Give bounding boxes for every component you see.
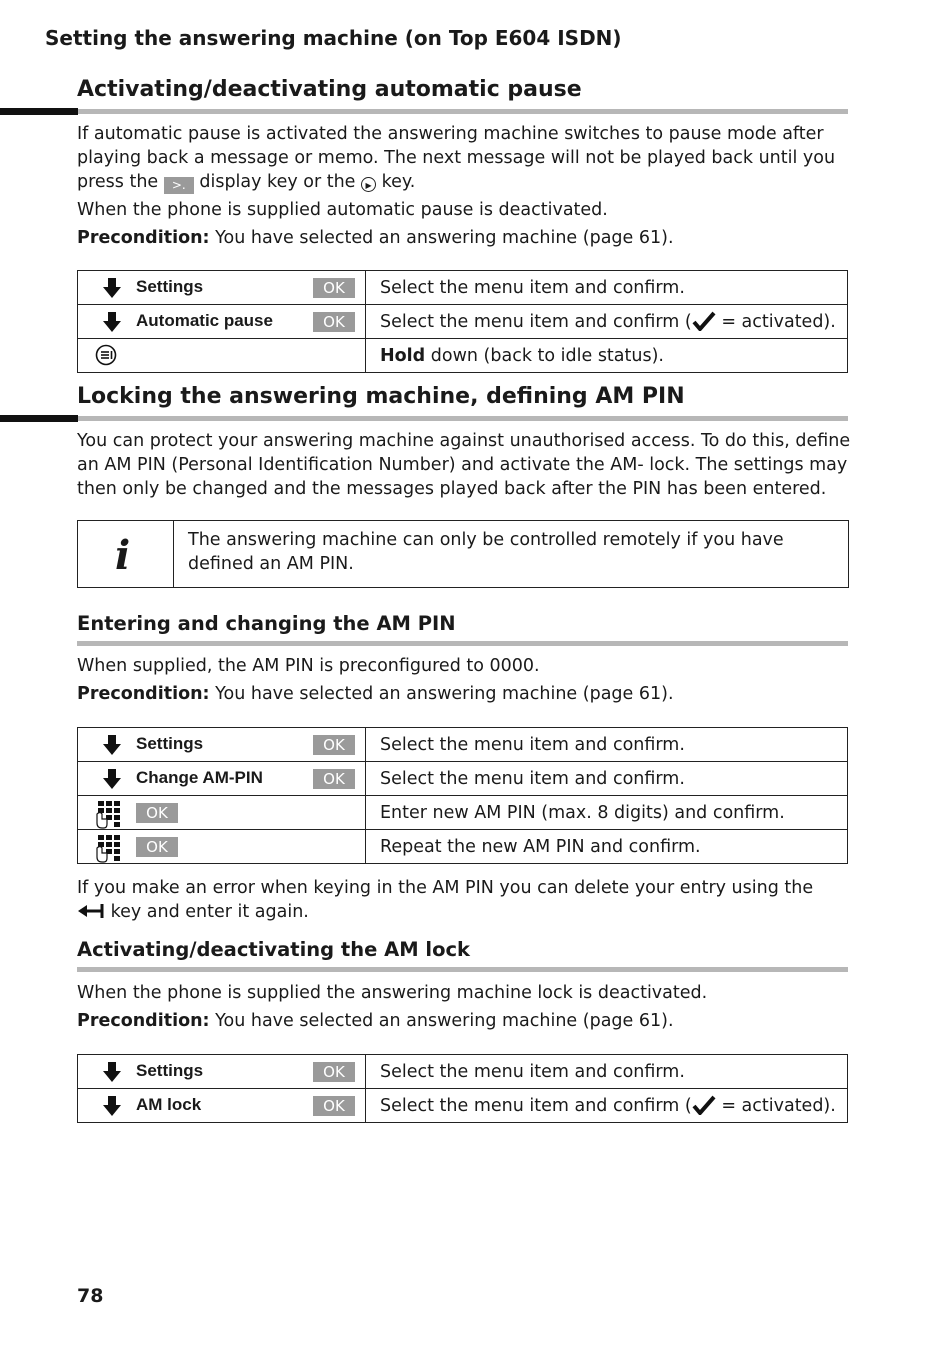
subsection-title-am-lock: Activating/deactivating the AM lock (77, 938, 471, 961)
menu-item-label: Settings (136, 734, 204, 753)
menu-item-label: AM lock (136, 1095, 202, 1114)
menu-item-label: Settings (136, 1061, 204, 1080)
display-key-icon: >. (164, 177, 194, 194)
steps-table-am-lock (77, 1054, 848, 1123)
instruction: Enter new AM PIN (max. 8 digits) and confirm. (366, 796, 848, 830)
checkmark-icon (692, 1095, 716, 1115)
ok-key: OK (313, 312, 355, 332)
nav-down-arrow-icon (102, 312, 122, 332)
table-row (78, 1089, 848, 1123)
instruction: Select the menu item and confirm. (366, 1055, 848, 1089)
text-line: If you make an error when keying in the AM PIN you can delete your entry using the (77, 878, 814, 898)
subsection-rule (77, 967, 848, 972)
play-key-icon: ▶ (361, 177, 376, 192)
steps-table-am-pin (77, 727, 848, 864)
subsection-rule (77, 641, 848, 646)
text-line: defined an AM PIN. (188, 554, 354, 574)
steps-table-automatic-pause (77, 270, 848, 373)
page-number: 78 (77, 1285, 104, 1307)
running-header: Setting the answering machine (on Top E604 ISDN) (45, 26, 622, 50)
info-icon: i (115, 532, 131, 579)
ok-key: OK (313, 769, 355, 789)
precondition: Precondition: You have selected an answering machine (page 61). (77, 1011, 674, 1031)
menu-item-label: Automatic pause (136, 311, 273, 330)
table-row (78, 796, 848, 830)
checkmark-icon (692, 311, 716, 331)
precondition: Precondition: You have selected an answering machine (page 61). (77, 228, 674, 248)
table-row (78, 1055, 848, 1089)
table-row (78, 339, 848, 373)
ok-key: OK (313, 1062, 355, 1082)
locking-description (77, 429, 857, 501)
menu-item-label: Change AM-PIN (136, 768, 263, 787)
nav-down-arrow-icon (102, 735, 122, 755)
subsection-title-am-pin: Entering and changing the AM PIN (77, 612, 456, 635)
instruction: Hold down (back to idle status). (366, 339, 848, 373)
section-rule-gray (78, 109, 848, 114)
instruction: Select the menu item and confirm. (366, 762, 848, 796)
text-line: If automatic pause is activated the answering machine switches to pause mode after (77, 124, 824, 144)
instruction: Select the menu item and confirm. (366, 271, 848, 305)
menu-item-label: Settings (136, 277, 204, 296)
table-row (78, 728, 848, 762)
section-rule-thick (0, 415, 78, 422)
section-title-locking: Locking the answering machine, defining AM PIN (77, 384, 685, 409)
instruction: Select the menu item and confirm ( = activated). (366, 305, 848, 339)
section-rule-gray (78, 416, 848, 421)
text-line: an AM PIN (Personal Identification Number) and activate the AM- lock. The settings may (77, 455, 848, 475)
text-line: playing back a message or memo. The next message will not be played back until you (77, 148, 836, 168)
section-title-automatic-pause: Activating/deactivating automatic pause (77, 77, 582, 102)
keypad-icon (94, 833, 126, 865)
ok-key: OK (313, 278, 355, 298)
delete-key-icon (77, 903, 105, 919)
end-call-key-icon (95, 344, 117, 366)
am-pin-default: When supplied, the AM PIN is preconfigured to 0000. (77, 656, 540, 676)
ok-key: OK (313, 735, 355, 755)
nav-down-arrow-icon (102, 1096, 122, 1116)
delete-entry-note (77, 876, 857, 924)
table-row (78, 271, 848, 305)
info-divider (173, 520, 174, 588)
table-row (78, 305, 848, 339)
ok-key: OK (136, 837, 178, 857)
info-text (188, 528, 828, 576)
text-line: key and enter it again. (77, 900, 857, 924)
text-line: You can protect your answering machine against unauthorised access. To do this, define (77, 431, 851, 451)
automatic-pause-description (77, 122, 857, 194)
ok-key: OK (136, 803, 178, 823)
am-lock-default: When the phone is supplied the answering machine lock is deactivated. (77, 983, 708, 1003)
nav-down-arrow-icon (102, 1062, 122, 1082)
text-line: The answering machine can only be controlled remotely if you have (188, 530, 784, 550)
table-row (78, 830, 848, 864)
text-line: press the >. display key or the ▶ key. (77, 172, 416, 192)
keypad-icon (94, 799, 126, 831)
table-row (78, 762, 848, 796)
nav-down-arrow-icon (102, 278, 122, 298)
precondition: Precondition: You have selected an answering machine (page 61). (77, 684, 674, 704)
instruction: Repeat the new AM PIN and confirm. (366, 830, 848, 864)
ok-key: OK (313, 1096, 355, 1116)
section-rule-thick (0, 108, 78, 115)
instruction: Select the menu item and confirm. (366, 728, 848, 762)
instruction: Select the menu item and confirm ( = activated). (366, 1089, 848, 1123)
nav-down-arrow-icon (102, 769, 122, 789)
automatic-pause-default: When the phone is supplied automatic pause is deactivated. (77, 200, 608, 220)
text-line: then only be changed and the messages played back after the PIN has been entered. (77, 479, 827, 499)
